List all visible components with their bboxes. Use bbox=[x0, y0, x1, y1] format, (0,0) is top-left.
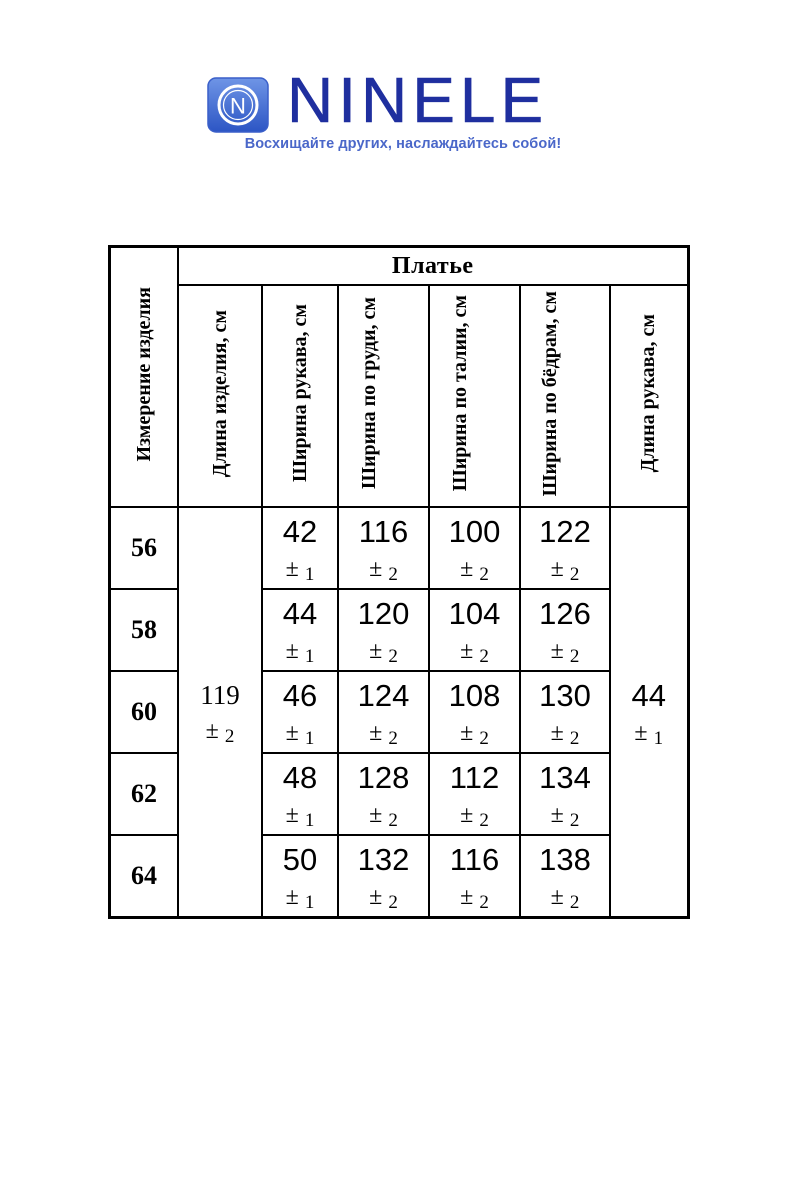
hips-cell: 126 ± 2 bbox=[520, 589, 610, 671]
measure-header: Измерение изделия bbox=[132, 287, 155, 462]
waist-cell: 100 ± 2 bbox=[429, 507, 520, 589]
chest-cell: 124 ± 2 bbox=[338, 671, 429, 753]
column-header-sleeve-length: Длина рукава, см bbox=[610, 285, 688, 507]
column-header-chest: Ширина по груди, см bbox=[338, 285, 429, 507]
table-title: Платье bbox=[178, 247, 688, 286]
chest-cell: 128 ± 2 bbox=[338, 753, 429, 835]
size-label: 62 bbox=[110, 753, 179, 835]
waist-cell: 108 ± 2 bbox=[429, 671, 520, 753]
column-header-sleeve-width: Ширина рукава, см bbox=[262, 285, 338, 507]
measure-header-cell bbox=[110, 247, 179, 508]
sleeve-width-cell: 42 ± 1 bbox=[262, 507, 338, 589]
brand-name: NINELE bbox=[287, 64, 549, 136]
size-label: 56 bbox=[110, 507, 179, 589]
chest-cell: 116 ± 2 bbox=[338, 507, 429, 589]
hips-cell: 122 ± 2 bbox=[520, 507, 610, 589]
size-label: 58 bbox=[110, 589, 179, 671]
hips-cell: 138 ± 2 bbox=[520, 835, 610, 918]
chest-cell: 132 ± 2 bbox=[338, 835, 429, 918]
sleeve-length-value-cell: 44 ± 1 bbox=[610, 507, 688, 918]
hips-cell: 130 ± 2 bbox=[520, 671, 610, 753]
sleeve-width-cell: 48 ± 1 bbox=[262, 753, 338, 835]
length-value-cell: 119 ± 2 bbox=[178, 507, 262, 918]
size-label: 60 bbox=[110, 671, 179, 753]
sleeve-width-cell: 46 ± 1 bbox=[262, 671, 338, 753]
waist-cell: 116 ± 2 bbox=[429, 835, 520, 918]
waist-cell: 112 ± 2 bbox=[429, 753, 520, 835]
sleeve-width-cell: 50 ± 1 bbox=[262, 835, 338, 918]
table-row bbox=[110, 507, 689, 589]
chest-cell: 120 ± 2 bbox=[338, 589, 429, 671]
brand-tagline: Восхищайте других, наслаждайтесь собой! bbox=[244, 136, 562, 152]
size-chart-table bbox=[108, 245, 690, 919]
size-label: 64 bbox=[110, 835, 179, 918]
waist-cell: 104 ± 2 bbox=[429, 589, 520, 671]
brand-logo bbox=[207, 64, 597, 162]
sleeve-width-cell: 44 ± 1 bbox=[262, 589, 338, 671]
ninele-emblem-icon bbox=[207, 77, 269, 133]
column-header-length: Длина изделия, см bbox=[178, 285, 262, 507]
column-header-hips: Ширина по бёдрам, см bbox=[520, 285, 610, 507]
column-header-waist: Ширина по талии, см bbox=[429, 285, 520, 507]
logo-letter: N bbox=[230, 93, 246, 119]
hips-cell: 134 ± 2 bbox=[520, 753, 610, 835]
